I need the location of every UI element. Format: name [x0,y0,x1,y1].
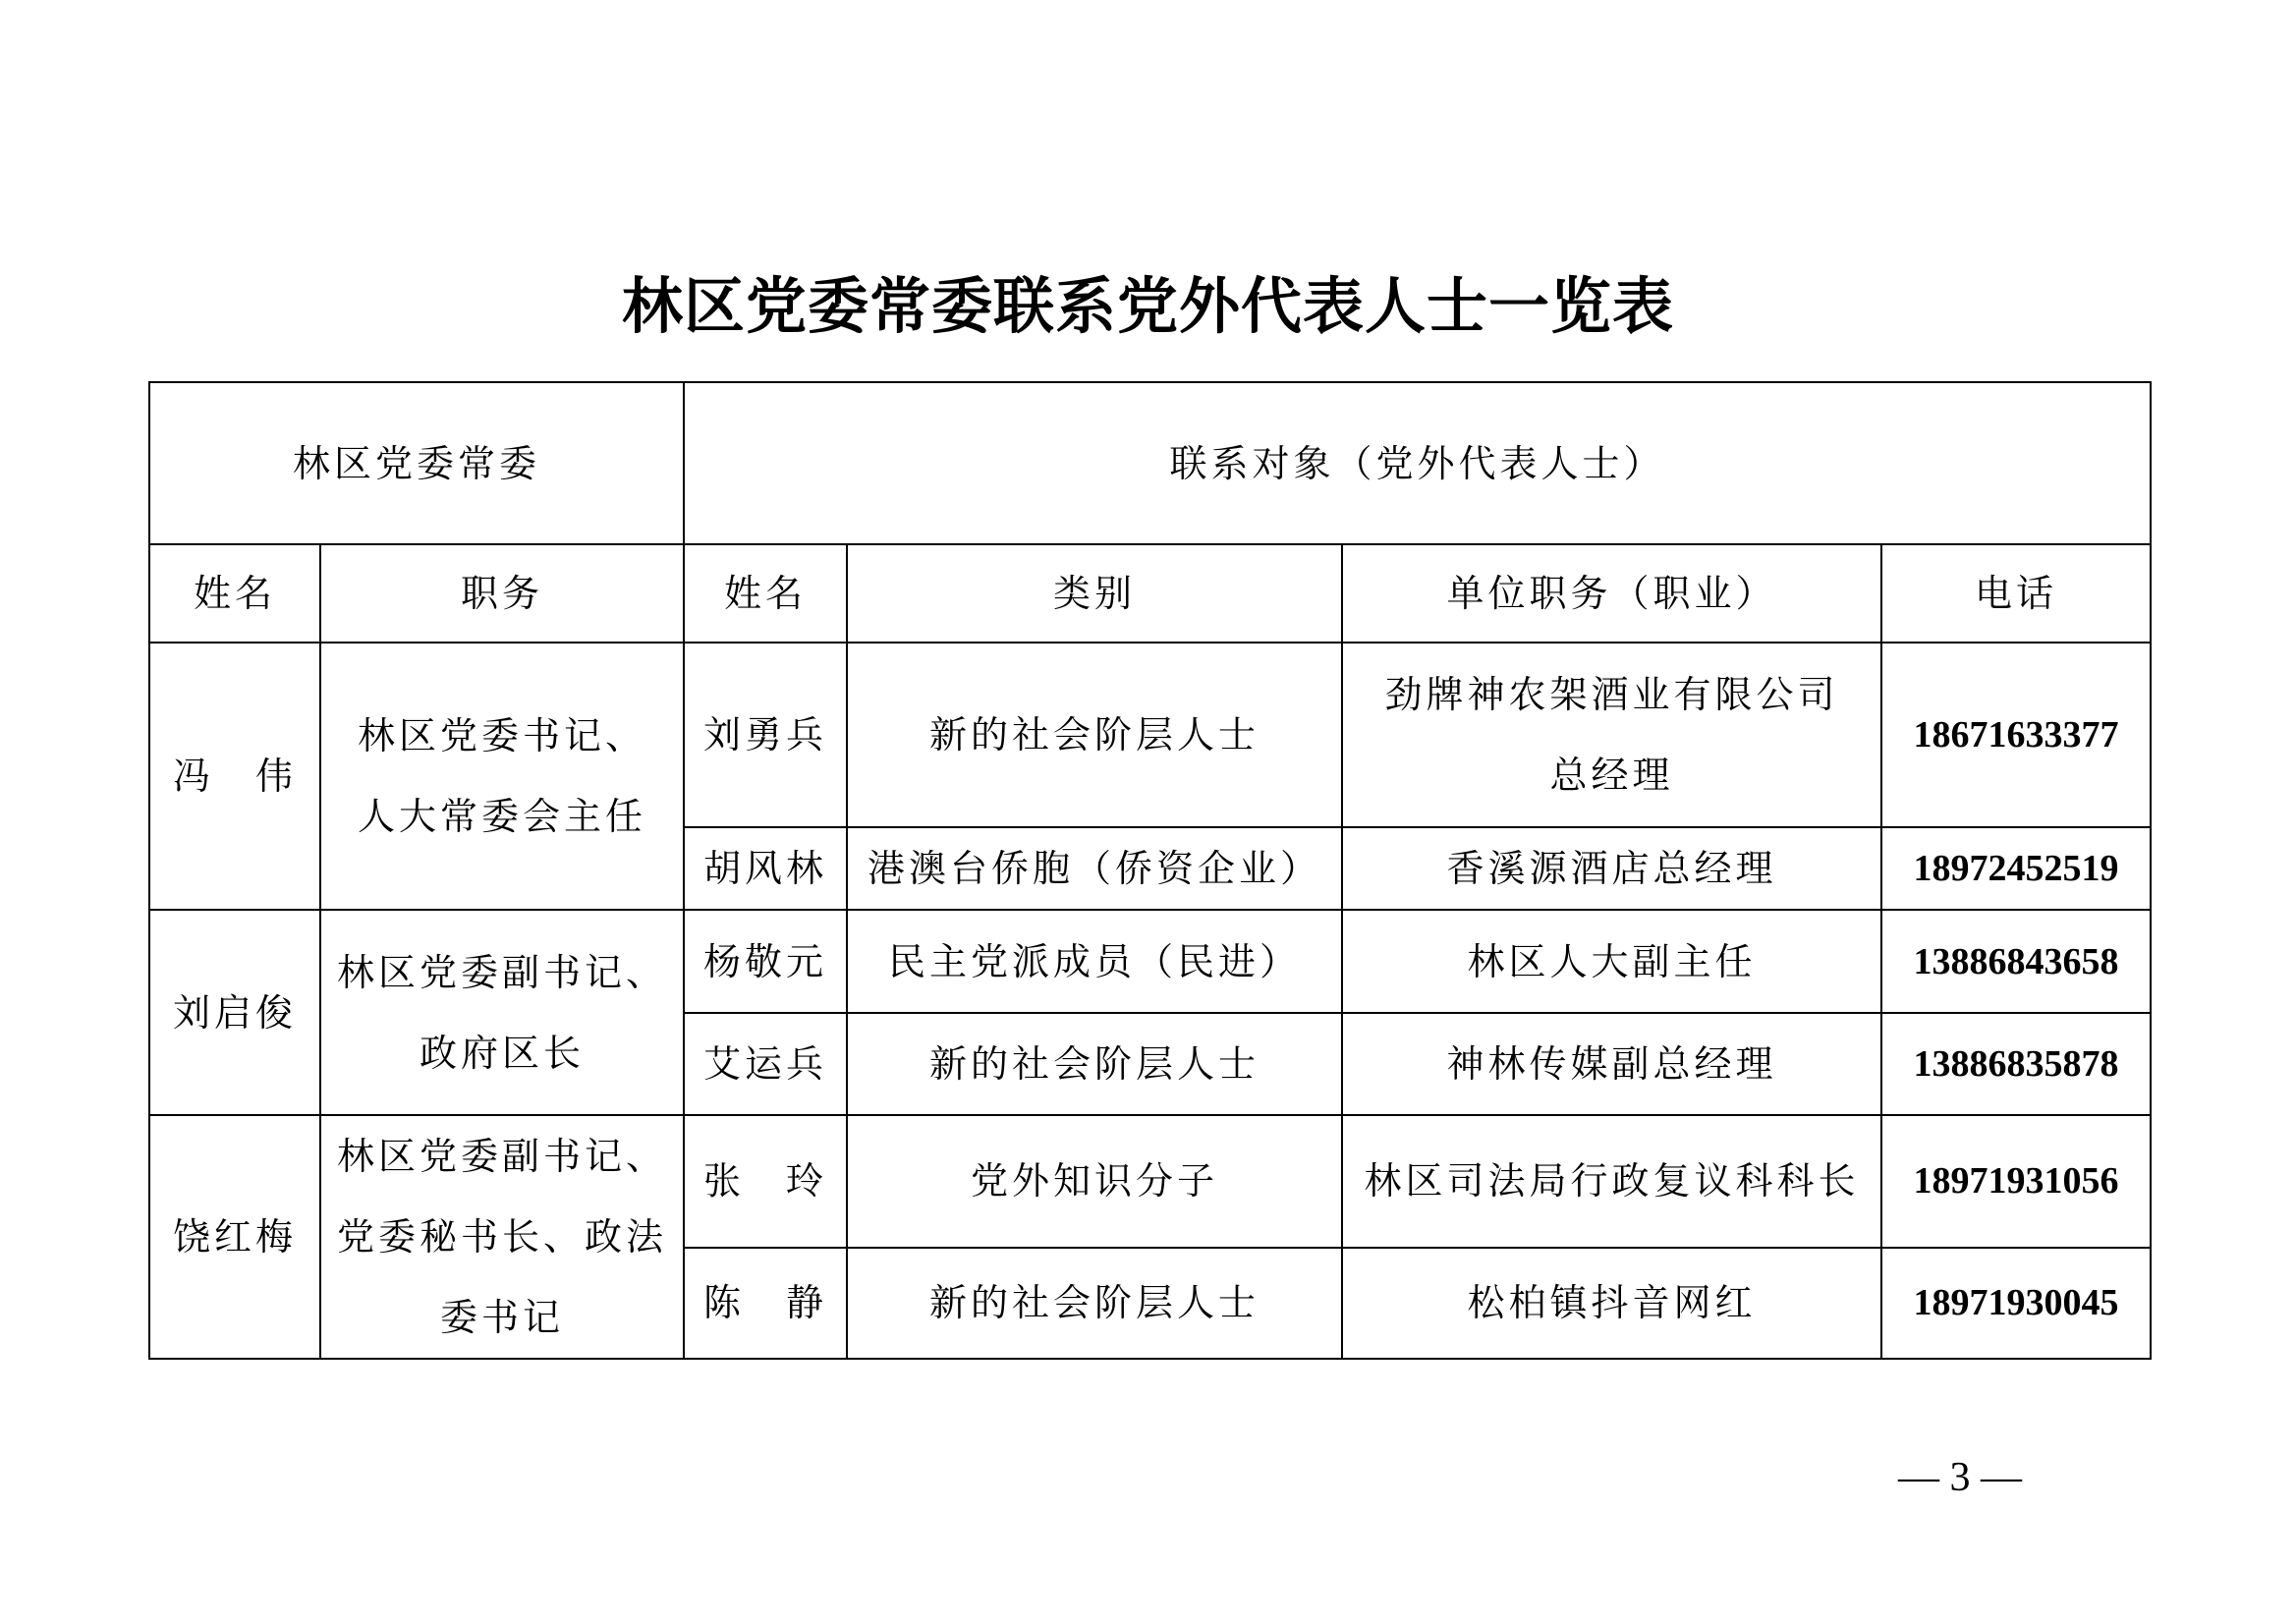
position-line: 人大常委会主任 [358,795,647,838]
unit-line: 劲牌神农架酒业有限公司 [1384,673,1839,716]
position-line: 政府区长 [420,1031,586,1075]
committee-position-cell [320,1115,684,1359]
committee-name-cell: 冯 伟 [149,643,320,910]
header-category: 类别 [847,544,1342,643]
table-row [149,643,2151,827]
page-number [1886,1454,2034,1501]
phone-cell: 18971930045 [1881,1248,2151,1359]
page-dash-right: — [1981,1455,2022,1500]
unit-position-cell: 香溪源酒店总经理 [1342,827,1881,910]
category-cell: 新的社会阶层人士 [847,1013,1342,1115]
page-dash-left: — [1898,1455,1939,1500]
position-line: 委书记 [440,1296,565,1339]
header-contact-name: 姓名 [684,544,847,643]
position-line: 林区党委书记、 [358,714,647,757]
unit-position-cell [1342,643,1881,827]
page-number-value: 3 [1949,1455,1971,1500]
header-phone: 电话 [1881,544,2151,643]
unit-position-cell: 神林传媒副总经理 [1342,1013,1881,1115]
header-committee-name: 姓名 [149,544,320,643]
committee-position-cell [320,643,684,910]
committee-position-cell [320,910,684,1115]
category-cell: 民主党派成员（民进） [847,910,1342,1013]
position-line: 党委秘书长、政法 [337,1215,668,1259]
document-title: 林区党委常委联系党外代表人士一览表 [621,270,1674,342]
contact-group-header: 联系对象（党外代表人士） [684,382,2151,544]
committee-name-cell: 饶红梅 [149,1115,320,1359]
unit-line: 总经理 [1549,754,1674,797]
header-committee-position: 职务 [320,544,684,643]
position-line: 林区党委副书记、 [337,950,668,994]
contact-name-cell: 艾运兵 [684,1013,847,1115]
category-cell: 新的社会阶层人士 [847,643,1342,827]
phone-cell: 18972452519 [1881,827,2151,910]
group-header-row [149,382,2151,544]
contact-name-cell: 刘勇兵 [684,643,847,827]
phone-cell: 18671633377 [1881,643,2151,827]
table-row [149,1115,2151,1248]
contact-table [148,381,2152,1360]
category-cell: 党外知识分子 [847,1115,1342,1248]
contact-name-cell: 张 玲 [684,1115,847,1248]
unit-position-cell: 林区人大副主任 [1342,910,1881,1013]
phone-cell: 13886835878 [1881,1013,2151,1115]
category-cell: 港澳台侨胞（侨资企业） [847,827,1342,910]
phone-cell: 13886843658 [1881,910,2151,1013]
contact-name-cell: 陈 静 [684,1248,847,1359]
table-row [149,910,2151,1013]
contact-name-cell: 胡风林 [684,827,847,910]
phone-cell: 18971931056 [1881,1115,2151,1248]
unit-position-cell: 松柏镇抖音网红 [1342,1248,1881,1359]
contact-name-cell: 杨敬元 [684,910,847,1013]
column-header-row [149,544,2151,643]
committee-name-cell: 刘启俊 [149,910,320,1115]
category-cell: 新的社会阶层人士 [847,1248,1342,1359]
header-unit-position: 单位职务（职业） [1342,544,1881,643]
unit-position-cell: 林区司法局行政复议科科长 [1342,1115,1881,1248]
committee-group-header: 林区党委常委 [149,382,684,544]
position-line: 林区党委副书记、 [337,1135,668,1178]
